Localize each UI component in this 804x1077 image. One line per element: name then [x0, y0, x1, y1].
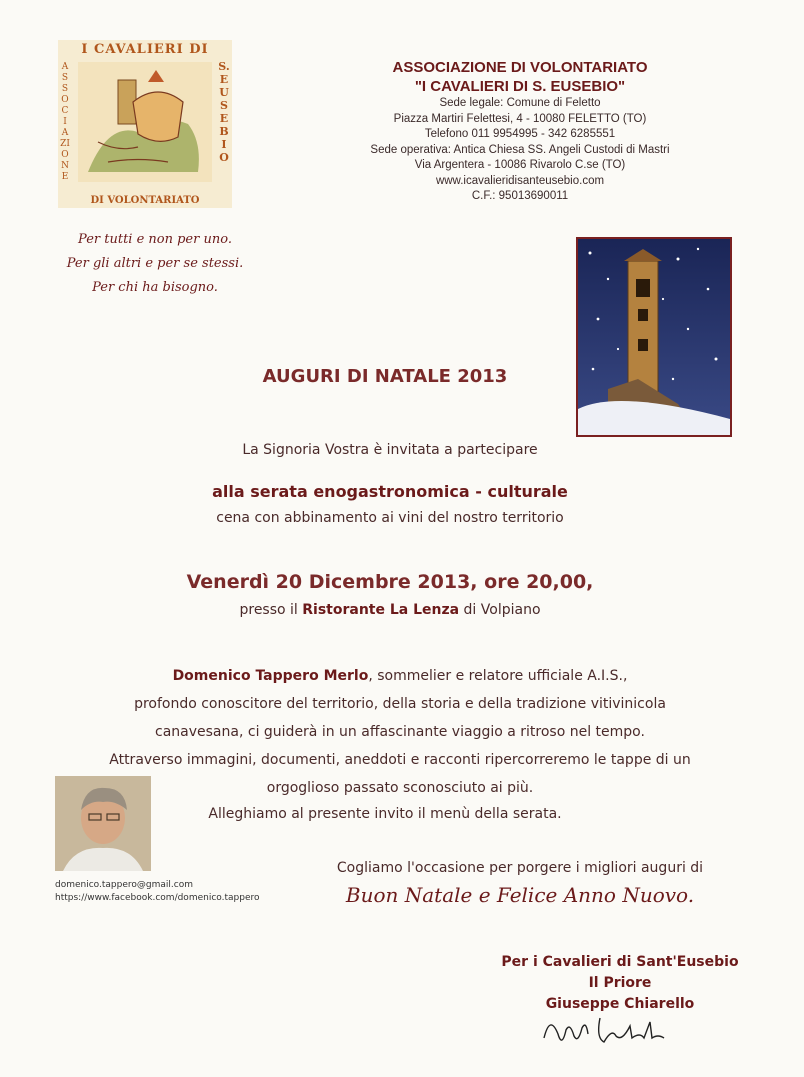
logo-right-text: S. EUSEBIO	[218, 60, 230, 164]
motto	[40, 228, 270, 300]
header-phone-line: Telefono 011 9954995 - 342 6285551	[424, 128, 616, 140]
logo-top-text: I CAVALIERI DI	[81, 42, 209, 57]
event-name: alla serata enogastronomica - culturale	[212, 482, 568, 501]
motto-line: Per tutti e non per uno.	[78, 232, 232, 247]
speaker-line	[40, 662, 760, 690]
contact-email: domenico.tappero@gmail.com	[55, 880, 193, 890]
venue-line	[120, 602, 660, 618]
venue-prefix: presso il	[239, 602, 303, 618]
association-header	[340, 58, 700, 205]
handwritten-signature	[540, 1008, 680, 1054]
header-address-line: Via Argentera - 10086 Rivarolo C.se (TO)	[414, 159, 626, 171]
event-description: cena con abbinamento ai vini del nostro territorio	[216, 510, 564, 526]
logo-left-text: ASSOCIAZIONE	[60, 62, 70, 182]
speaker-line: profondo conoscitore del territorio, della storia e della tradizione vitivinicola	[134, 696, 666, 712]
signature-role: Il Priore	[588, 975, 652, 991]
motto-line: Per chi ha bisogno.	[92, 280, 218, 295]
logo-bottom-text: DI VOLONTARIATO	[90, 195, 200, 206]
speaker-line: Attraverso immagini, documenti, aneddoti e racconti ripercorreremo le tappe di un	[109, 752, 691, 768]
speaker-role: , sommelier e relatore ufficiale A.I.S.,	[368, 668, 628, 684]
header-website: www.icavalieridisanteusebio.com	[435, 174, 605, 187]
venue-suffix: di Volpiano	[459, 602, 541, 618]
signature-org: Per i Cavalieri di Sant'Eusebio	[501, 954, 739, 970]
page-title: AUGURI DI NATALE 2013	[262, 366, 508, 387]
header-line2: "I CAVALIERI DI S. EUSEBIO"	[414, 78, 626, 95]
contact-facebook: https://www.facebook.com/domenico.tappero	[55, 893, 260, 903]
speaker-name: Domenico Tappero Merlo	[172, 668, 369, 684]
menu-note: Alleghiamo al presente invito il menù della serata.	[208, 806, 562, 822]
bell-tower-painting	[576, 237, 732, 437]
header-tax-code: C.F.: 95013690011	[471, 190, 569, 202]
speaker-photo	[55, 776, 151, 871]
invite-line: La Signoria Vostra è invitata a partecipare	[242, 442, 538, 458]
greeting-line: Cogliamo l'occasione per porgere i migliori auguri di	[336, 860, 704, 876]
header-line1: ASSOCIAZIONE DI VOLONTARIATO	[392, 59, 648, 76]
motto-line: Per gli altri e per se stessi.	[66, 256, 244, 271]
speaker-line: orgoglioso passato sconosciuto ai più.	[266, 780, 534, 796]
header-address-line: Sede legale: Comune di Feletto	[439, 97, 601, 109]
signature-name: Giuseppe Chiarello	[545, 996, 695, 1012]
signature-block	[470, 952, 770, 1015]
event-date: Venerdì 20 Dicembre 2013, ore 20,00,	[186, 571, 594, 593]
header-address-line: Piazza Martiri Felettesi, 4 - 10080 FELETTO (TO)	[393, 112, 647, 125]
venue-name: Ristorante La Lenza	[302, 602, 460, 618]
speaker-line: canavesana, ci guiderà in un affascinante viaggio a ritroso nel tempo.	[155, 724, 645, 740]
header-address-line: Sede operativa: Antica Chiesa SS. Angeli Custodi di Mastri	[370, 143, 670, 156]
knight-illustration	[78, 62, 212, 182]
holiday-wish: Buon Natale e Felice Anno Nuovo.	[345, 883, 695, 907]
association-logo	[58, 40, 232, 208]
